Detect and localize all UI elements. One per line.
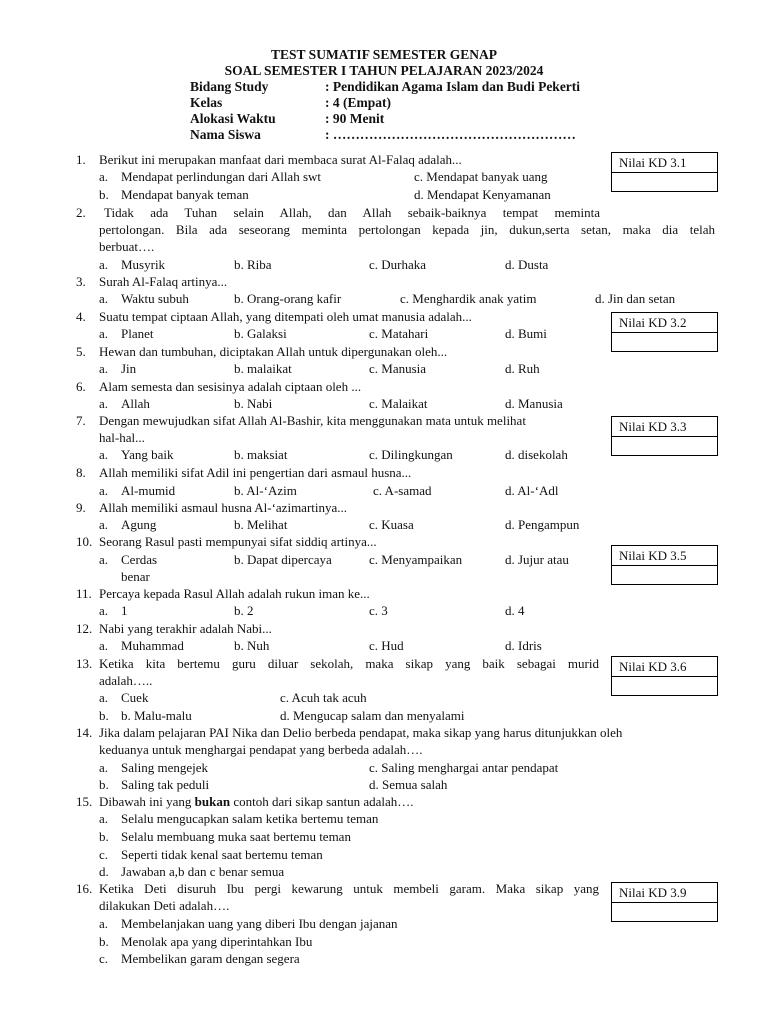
kd-box-score-field[interactable] <box>612 333 717 351</box>
option-c[interactable]: c. Matahari <box>369 326 429 341</box>
option-b[interactable]: b. Riba <box>234 257 272 272</box>
option-a[interactable]: Planet <box>121 326 154 341</box>
question-text: Allah memiliki asmaul husna Al-‘azimartinya... <box>99 500 348 515</box>
question-text: pertolongan. Bila ada seseorang meminta pertolongan kepada jin, dukun,serta setan, maka dia telah <box>99 222 715 237</box>
option-d[interactable]: d. Jujur atau <box>505 552 569 567</box>
option-d[interactable]: d. Ruh <box>505 361 540 376</box>
question-text: Tidak ada Tuhan selain Allah, dan Allah sebaik-baiknya tempat meminta <box>104 205 600 220</box>
kd-box-score-field[interactable] <box>612 566 717 584</box>
kd-box-3-6 <box>611 656 718 696</box>
question-text: Seorang Rasul pasti mempunyai sifat siddiq artinya... <box>99 534 377 549</box>
option-letter: a. <box>99 916 109 931</box>
question-text: Hewan dan tumbuhan, diciptakan Allah untuk dipergunakan oleh... <box>99 344 448 359</box>
question-text: Berikut ini merupakan manfaat dari membaca surat Al-Falaq adalah... <box>99 152 462 167</box>
kd-box-3-3 <box>611 416 718 456</box>
option-c[interactable]: c. Manusia <box>369 361 427 376</box>
option-c[interactable]: c. Menghardik anak yatim <box>400 291 537 306</box>
field-label-class: Kelas <box>190 95 223 110</box>
option-b[interactable]: b. malaikat <box>234 361 292 376</box>
option-b[interactable]: Selalu membuang muka saat bertemu teman <box>121 829 351 844</box>
question-text: Ketika kita bertemu guru diluar sekolah, maka sikap yang baik sebagai murid <box>99 656 599 671</box>
option-letter: a. <box>99 811 109 826</box>
option-c[interactable]: c. Hud <box>369 638 404 653</box>
option-letter: a. <box>99 603 109 618</box>
question-text: Dengan mewujudkan sifat Allah Al-Bashir, kita menggunakan mata untuk melihat <box>99 413 526 428</box>
option-d[interactable]: d. Dusta <box>505 257 549 272</box>
question-text-part: contoh dari sikap santun adalah…. <box>230 794 414 809</box>
kd-box-label: Nilai KD 3.6 <box>612 657 717 677</box>
option-d[interactable]: d. 4 <box>505 603 525 618</box>
option-c[interactable]: c. Durhaka <box>369 257 427 272</box>
option-a[interactable]: Agung <box>121 517 157 532</box>
option-letter: b. <box>99 934 109 949</box>
question-text: Nabi yang terakhir adalah Nabi... <box>99 621 272 636</box>
question-number: 9. <box>76 500 86 515</box>
field-value-class: : 4 (Empat) <box>325 95 391 110</box>
kd-box-score-field[interactable] <box>612 173 717 191</box>
kd-box-label: Nilai KD 3.1 <box>612 153 717 173</box>
option-letter: a. <box>99 326 109 341</box>
field-label-time: Alokasi Waktu <box>190 111 276 126</box>
option-a[interactable]: Allah <box>121 396 150 411</box>
option-letter: b. <box>99 708 109 723</box>
kd-box-label: Nilai KD 3.5 <box>612 546 717 566</box>
option-a[interactable]: Yang baik <box>121 447 174 462</box>
option-c[interactable]: c. A-samad <box>373 483 432 498</box>
option-letter: c. <box>99 847 109 862</box>
kd-box-3-2 <box>611 312 718 352</box>
option-d[interactable]: d. Manusia <box>505 396 563 411</box>
option-letter: a. <box>99 690 109 705</box>
field-value-time: : 90 Menit <box>325 111 385 126</box>
option-d[interactable]: d. Jin dan setan <box>595 291 676 306</box>
option-a[interactable]: Waktu subuh <box>121 291 189 306</box>
question-number: 7. <box>76 413 86 428</box>
kd-box-label: Nilai KD 3.9 <box>612 883 717 903</box>
question-text <box>99 793 414 810</box>
kd-box-score-field[interactable] <box>612 677 717 695</box>
question-text: keduanya untuk menghargai pendapat yang berbeda adalah…. <box>99 742 423 757</box>
field-value-student-name[interactable]: : ……………………………………………… <box>325 127 576 142</box>
exam-title: TEST SUMATIF SEMESTER GENAP <box>271 47 497 62</box>
option-c[interactable]: c. Mendapat banyak uang <box>414 169 548 184</box>
option-c[interactable]: Seperti tidak kenal saat bertemu teman <box>121 847 323 862</box>
option-b[interactable]: b. Dapat dipercaya <box>234 552 332 567</box>
option-a[interactable]: Mendapat perlindungan dari Allah swt <box>121 169 322 184</box>
option-d[interactable]: d. Semua salah <box>369 777 448 792</box>
option-b[interactable]: b. Orang-orang kafir <box>234 291 342 306</box>
option-d[interactable]: d. Mendapat Kenyamanan <box>414 187 551 202</box>
question-text: hal-hal... <box>99 430 145 445</box>
option-letter: a. <box>99 517 109 532</box>
option-b[interactable]: b. maksiat <box>234 447 288 462</box>
question-number: 4. <box>76 309 86 324</box>
option-b[interactable]: b. Nabi <box>234 396 273 411</box>
option-b[interactable]: b. Malu-malu <box>121 708 192 723</box>
option-d[interactable]: d. Pengampun <box>505 517 580 532</box>
question-number: 14. <box>76 725 93 740</box>
kd-box-3-1 <box>611 152 718 192</box>
option-c[interactable]: c. Kuasa <box>369 517 414 532</box>
question-number: 8. <box>76 465 86 480</box>
question-text: berbuat…. <box>99 239 155 254</box>
option-letter: a. <box>99 169 109 184</box>
field-label-student-name: Nama Siswa <box>190 127 261 142</box>
option-letter: a. <box>99 760 109 775</box>
option-letter: a. <box>99 552 109 567</box>
kd-box-score-field[interactable] <box>612 437 717 455</box>
option-a[interactable]: Cerdas <box>121 552 158 567</box>
exam-subtitle: SOAL SEMESTER I TAHUN PELAJARAN 2023/2024 <box>224 63 544 78</box>
question-number: 1. <box>76 152 86 167</box>
option-b[interactable]: Saling tak peduli <box>121 777 210 792</box>
option-b[interactable]: b. Nuh <box>234 638 270 653</box>
kd-box-score-field[interactable] <box>612 903 717 921</box>
option-a[interactable]: Saling mengejek <box>121 760 209 775</box>
option-b[interactable]: b. Melihat <box>234 517 288 532</box>
kd-box-3-9 <box>611 882 718 922</box>
option-c[interactable]: c. Malaikat <box>369 396 428 411</box>
question-number: 13. <box>76 656 93 671</box>
question-text: adalah….. <box>99 673 153 688</box>
question-number: 12. <box>76 621 93 636</box>
question-number: 11. <box>76 586 92 601</box>
option-a[interactable]: Cuek <box>121 690 149 705</box>
question-number: 3. <box>76 274 86 289</box>
option-letter: a. <box>99 257 109 272</box>
option-letter: a. <box>99 291 109 306</box>
question-text: Surah Al-Falaq artinya... <box>99 274 228 289</box>
option-c[interactable]: c. Saling menghargai antar pendapat <box>369 760 559 775</box>
option-a[interactable]: Jin <box>121 361 137 376</box>
option-b[interactable]: Mendapat banyak teman <box>121 187 249 202</box>
question-text: Percaya kepada Rasul Allah adalah rukun iman ke... <box>99 586 370 601</box>
option-c[interactable]: c. 3 <box>369 603 388 618</box>
option-d[interactable]: d. disekolah <box>505 447 568 462</box>
question-number: 6. <box>76 379 86 394</box>
option-d[interactable]: d. Bumi <box>505 326 547 341</box>
option-a[interactable]: Musyrik <box>121 257 166 272</box>
question-text-part: Dibawah ini yang <box>99 794 195 809</box>
option-b[interactable]: b. Al-‘Azim <box>234 483 297 498</box>
option-letter: c. <box>99 951 109 966</box>
option-letter: d. <box>99 864 109 879</box>
option-a-continued: benar <box>121 569 150 584</box>
question-text: dilakukan Deti adalah…. <box>99 898 230 913</box>
option-a[interactable]: Al-mumid <box>121 483 176 498</box>
option-letter: a. <box>99 447 109 462</box>
option-letter: a. <box>99 483 109 498</box>
question-number: 5. <box>76 344 86 359</box>
option-a[interactable]: Membelanjakan uang yang diberi Ibu dengan jajanan <box>121 916 398 931</box>
question-text: Ketika Deti disuruh Ibu pergi kewarung untuk membeli garam. Maka sikap yang <box>99 881 599 896</box>
kd-box-label: Nilai KD 3.3 <box>612 417 717 437</box>
option-b[interactable]: b. Galaksi <box>234 326 287 341</box>
question-text: Allah memiliki sifat Adil ini pengertian dari asmaul husna... <box>99 465 412 480</box>
option-letter: a. <box>99 638 109 653</box>
option-d[interactable]: d. Al-‘Adl <box>505 483 559 498</box>
question-emphasis: bukan <box>194 794 231 809</box>
option-letter: a. <box>99 361 109 376</box>
kd-box-label: Nilai KD 3.2 <box>612 313 717 333</box>
option-d[interactable]: d. Mengucap salam dan menyalami <box>280 708 465 723</box>
question-number: 15. <box>76 794 93 809</box>
field-label-subject: Bidang Study <box>190 79 269 94</box>
option-d[interactable]: Jawaban a,b dan c benar semua <box>121 864 285 879</box>
question-number: 16. <box>76 881 93 896</box>
option-letter: b. <box>99 777 109 792</box>
option-c[interactable]: c. Menyampaikan <box>369 552 463 567</box>
field-value-subject: : Pendidikan Agama Islam dan Budi Pekerti <box>325 79 581 94</box>
option-a[interactable]: Muhammad <box>121 638 184 653</box>
option-c[interactable]: c. Dilingkungan <box>369 447 453 462</box>
option-letter: b. <box>99 187 109 202</box>
option-c[interactable]: Membelikan garam dengan segera <box>121 951 300 966</box>
option-b[interactable]: b. 2 <box>234 603 254 618</box>
option-d[interactable]: d. Idris <box>505 638 542 653</box>
option-a[interactable]: Selalu mengucapkan salam ketika bertemu teman <box>121 811 379 826</box>
kd-box-3-5 <box>611 545 718 585</box>
question-number: 2. <box>76 205 86 220</box>
option-c[interactable]: c. Acuh tak acuh <box>280 690 367 705</box>
option-b[interactable]: Menolak apa yang diperintahkan Ibu <box>121 934 313 949</box>
option-a[interactable]: 1 <box>121 603 128 618</box>
question-text: Jika dalam pelajaran PAI Nika dan Delio berbeda pendapat, maka sikap yang harus ditunjukkan oleh <box>99 725 623 740</box>
question-text: Alam semesta dan sesisinya adalah ciptaan oleh ... <box>99 379 362 394</box>
question-number: 10. <box>76 534 93 549</box>
question-text: Suatu tempat ciptaan Allah, yang ditempati oleh umat manusia adalah... <box>99 309 472 324</box>
option-letter: a. <box>99 396 109 411</box>
option-letter: b. <box>99 829 109 844</box>
